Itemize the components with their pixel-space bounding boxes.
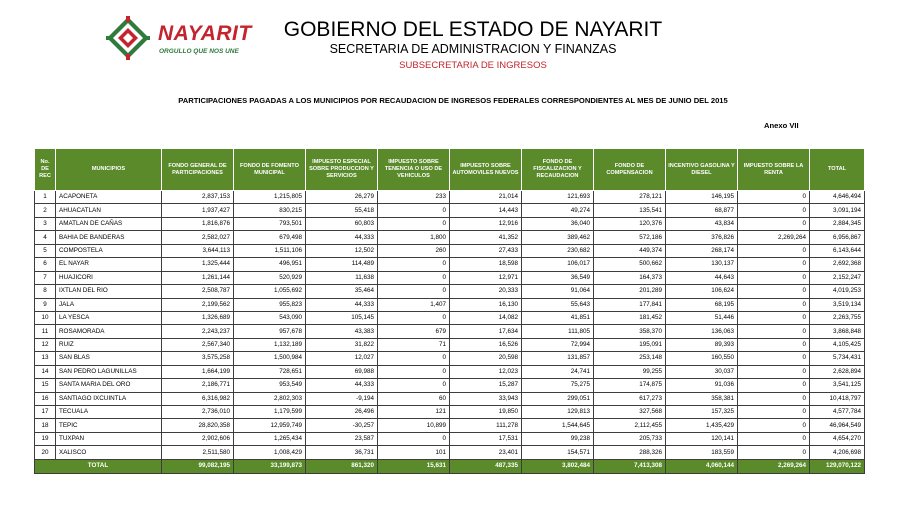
amount-cell: 2,628,894 <box>810 365 865 378</box>
table-row <box>35 231 865 244</box>
row-number: 18 <box>35 419 56 432</box>
amount-cell: 105,145 <box>306 311 378 324</box>
subsecretariat-heading: SUBSECRETARIA DE INGRESOS <box>399 60 547 71</box>
amount-cell: 830,215 <box>234 204 306 217</box>
row-number: 20 <box>35 446 56 459</box>
amount-cell: 2,263,755 <box>810 311 865 324</box>
amount-cell: 43,383 <box>306 325 378 338</box>
amount-cell: 2,199,562 <box>162 298 234 311</box>
amount-cell: 46,964,549 <box>810 419 865 432</box>
amount-cell: 27,433 <box>450 244 522 257</box>
total-cell: 487,335 <box>450 459 522 473</box>
row-number: 14 <box>35 365 56 378</box>
table-row <box>35 271 865 284</box>
amount-cell: 1,937,427 <box>162 204 234 217</box>
row-number: 3 <box>35 217 56 230</box>
government-heading: GOBIERNO DEL ESTADO DE NAYARIT <box>283 18 663 41</box>
municipio-name: COMPOSTELA <box>56 244 162 257</box>
municipio-name: ACAPONETA <box>56 191 162 204</box>
col-header-isr: IMPUESTO SOBRE LA RENTA <box>738 149 810 191</box>
amount-cell: 60 <box>378 392 450 405</box>
amount-cell: 1,664,199 <box>162 365 234 378</box>
amount-cell: 2,692,368 <box>810 258 865 271</box>
amount-cell: 41,352 <box>450 231 522 244</box>
amount-cell: 75,275 <box>522 379 594 392</box>
col-header-municipios: MUNICIPIOS <box>56 149 162 191</box>
amount-cell: 0 <box>738 298 810 311</box>
amount-cell: 44,333 <box>306 231 378 244</box>
amount-cell: 12,959,749 <box>234 419 306 432</box>
amount-cell: 278,121 <box>594 191 666 204</box>
col-header-compensacion: FONDO DE COMPENSACION <box>594 149 666 191</box>
total-cell: 3,802,484 <box>522 459 594 473</box>
amount-cell: 4,654,270 <box>810 432 865 445</box>
amount-cell: 131,857 <box>522 352 594 365</box>
amount-cell: 1,544,645 <box>522 419 594 432</box>
amount-cell: 2,884,345 <box>810 217 865 230</box>
amount-cell: 2,269,264 <box>738 231 810 244</box>
amount-cell: 157,325 <box>666 406 738 419</box>
amount-cell: 957,678 <box>234 325 306 338</box>
annex-label: Anexo VII <box>764 121 799 130</box>
municipio-name: RUIZ <box>56 338 162 351</box>
amount-cell: -9,194 <box>306 392 378 405</box>
amount-cell: 12,971 <box>450 271 522 284</box>
col-header-total: TOTAL <box>810 149 865 191</box>
municipio-name: XALISCO <box>56 446 162 459</box>
table-header-row <box>35 149 865 191</box>
amount-cell: 3,644,113 <box>162 244 234 257</box>
table-row <box>35 244 865 257</box>
col-header-automoviles-nuevos: IMPUESTO SOBRE AUTOMOVILES NUEVOS <box>450 149 522 191</box>
row-number: 8 <box>35 285 56 298</box>
amount-cell: 68,195 <box>666 298 738 311</box>
amount-cell: 449,374 <box>594 244 666 257</box>
amount-cell: 41,851 <box>522 311 594 324</box>
row-number: 15 <box>35 379 56 392</box>
amount-cell: 11,638 <box>306 271 378 284</box>
total-cell: 99,082,195 <box>162 459 234 473</box>
amount-cell: 55,418 <box>306 204 378 217</box>
col-header-fiscalizacion: FONDO DE FISCALIZACION Y RECAUDACION <box>522 149 594 191</box>
table-row <box>35 419 865 432</box>
amount-cell: 0 <box>738 244 810 257</box>
amount-cell: 2,837,153 <box>162 191 234 204</box>
amount-cell: 0 <box>738 271 810 284</box>
amount-cell: 106,624 <box>666 285 738 298</box>
amount-cell: 36,040 <box>522 217 594 230</box>
document-title: PARTICIPACIONES PAGADAS A LOS MUNICIPIOS POR RECAUDACION DE INGRESOS FEDERALES CORRESPONDIENTES AL MES DE JUNIO DEL 2015 <box>178 96 728 105</box>
amount-cell: 201,289 <box>594 285 666 298</box>
amount-cell: 181,452 <box>594 311 666 324</box>
amount-cell: 121,693 <box>522 191 594 204</box>
total-cell: 33,199,873 <box>234 459 306 473</box>
amount-cell: 500,662 <box>594 258 666 271</box>
row-number: 9 <box>35 298 56 311</box>
amount-cell: 12,027 <box>306 352 378 365</box>
amount-cell: 2,902,606 <box>162 432 234 445</box>
amount-cell: 17,531 <box>450 432 522 445</box>
amount-cell: 20,333 <box>450 285 522 298</box>
amount-cell: 10,899 <box>378 419 450 432</box>
amount-cell: 0 <box>738 432 810 445</box>
amount-cell: 23,401 <box>450 446 522 459</box>
municipio-name: SANTIAGO IXCUINTLA <box>56 392 162 405</box>
municipio-name: TECUALA <box>56 406 162 419</box>
amount-cell: 12,023 <box>450 365 522 378</box>
amount-cell: 0 <box>738 191 810 204</box>
amount-cell: 679 <box>378 325 450 338</box>
amount-cell: 1,511,106 <box>234 244 306 257</box>
total-cell: 861,320 <box>306 459 378 473</box>
logo-tagline: ORGULLO QUE NOS UNE <box>159 48 239 55</box>
amount-cell: 120,376 <box>594 217 666 230</box>
row-number: 5 <box>35 244 56 257</box>
amount-cell: 0 <box>738 446 810 459</box>
amount-cell: 268,174 <box>666 244 738 257</box>
amount-cell: 0 <box>378 258 450 271</box>
amount-cell: 135,541 <box>594 204 666 217</box>
amount-cell: 3,541,125 <box>810 379 865 392</box>
amount-cell: 55,643 <box>522 298 594 311</box>
amount-cell: 0 <box>738 365 810 378</box>
municipio-name: BAHIA DE BANDERAS <box>56 231 162 244</box>
amount-cell: 44,643 <box>666 271 738 284</box>
logo-name: NAYARIT <box>158 22 252 45</box>
amount-cell: 12,502 <box>306 244 378 257</box>
table-row <box>35 392 865 405</box>
amount-cell: 358,381 <box>666 392 738 405</box>
municipio-name: EL NAYAR <box>56 258 162 271</box>
col-header-fomento-municipal: FONDO DE FOMENTO MUNICIPAL <box>234 149 306 191</box>
amount-cell: 49,274 <box>522 204 594 217</box>
amount-cell: 28,820,358 <box>162 419 234 432</box>
amount-cell: 617,273 <box>594 392 666 405</box>
amount-cell: 1,179,599 <box>234 406 306 419</box>
amount-cell: 3,868,848 <box>810 325 865 338</box>
amount-cell: 44,333 <box>306 298 378 311</box>
table-row <box>35 352 865 365</box>
total-label: TOTAL <box>35 459 162 473</box>
table-row <box>35 406 865 419</box>
amount-cell: 89,393 <box>666 338 738 351</box>
secretariat-heading: SECRETARIA DE ADMINISTRACION Y FINANZAS <box>329 42 617 56</box>
amount-cell: 1,435,429 <box>666 419 738 432</box>
col-header-ieps: IMPUESTO ESPECIAL SOBRE PRODUCCION Y SERVICIOS <box>306 149 378 191</box>
amount-cell: 299,051 <box>522 392 594 405</box>
amount-cell: 0 <box>738 338 810 351</box>
table-row <box>35 365 865 378</box>
row-number: 4 <box>35 231 56 244</box>
amount-cell: 0 <box>738 419 810 432</box>
row-number: 10 <box>35 311 56 324</box>
table-row <box>35 298 865 311</box>
amount-cell: 6,143,644 <box>810 244 865 257</box>
row-number: 2 <box>35 204 56 217</box>
row-number: 19 <box>35 432 56 445</box>
amount-cell: 35,464 <box>306 285 378 298</box>
amount-cell: 0 <box>738 379 810 392</box>
amount-cell: 15,287 <box>450 379 522 392</box>
col-header-no: No. DE REC <box>35 149 56 191</box>
municipio-name: AMATLAN DE CAÑAS <box>56 217 162 230</box>
amount-cell: 43,834 <box>666 217 738 230</box>
participations-table <box>34 148 865 474</box>
amount-cell: 26,496 <box>306 406 378 419</box>
amount-cell: 1,816,876 <box>162 217 234 230</box>
amount-cell: 91,036 <box>666 379 738 392</box>
amount-cell: 114,489 <box>306 258 378 271</box>
amount-cell: 253,148 <box>594 352 666 365</box>
table-row <box>35 311 865 324</box>
table-row <box>35 446 865 459</box>
municipio-name: TEPIC <box>56 419 162 432</box>
amount-cell: 4,577,784 <box>810 406 865 419</box>
amount-cell: 1,325,444 <box>162 258 234 271</box>
municipio-name: AHUACATLAN <box>56 204 162 217</box>
amount-cell: 16,130 <box>450 298 522 311</box>
amount-cell: 160,550 <box>666 352 738 365</box>
amount-cell: 18,598 <box>450 258 522 271</box>
amount-cell: 376,826 <box>666 231 738 244</box>
amount-cell: 2,186,771 <box>162 379 234 392</box>
table-row <box>35 285 865 298</box>
amount-cell: 0 <box>738 204 810 217</box>
total-row <box>35 459 865 473</box>
col-header-gasolina-diesel: INCENTIVO GASOLINA Y DIESEL <box>666 149 738 191</box>
amount-cell: 0 <box>378 352 450 365</box>
amount-cell: 2,802,303 <box>234 392 306 405</box>
amount-cell: 2,112,455 <box>594 419 666 432</box>
amount-cell: 0 <box>738 325 810 338</box>
table-row <box>35 258 865 271</box>
amount-cell: 0 <box>378 204 450 217</box>
amount-cell: 230,682 <box>522 244 594 257</box>
amount-cell: 177,841 <box>594 298 666 311</box>
amount-cell: 4,646,494 <box>810 191 865 204</box>
amount-cell: 31,822 <box>306 338 378 351</box>
amount-cell: 0 <box>378 379 450 392</box>
amount-cell: 0 <box>738 406 810 419</box>
amount-cell: 30,037 <box>666 365 738 378</box>
amount-cell: 17,634 <box>450 325 522 338</box>
amount-cell: 0 <box>738 217 810 230</box>
amount-cell: 572,186 <box>594 231 666 244</box>
amount-cell: 2,243,237 <box>162 325 234 338</box>
amount-cell: 51,446 <box>666 311 738 324</box>
amount-cell: 496,951 <box>234 258 306 271</box>
amount-cell: 121 <box>378 406 450 419</box>
amount-cell: 111,278 <box>450 419 522 432</box>
row-number: 17 <box>35 406 56 419</box>
amount-cell: 205,733 <box>594 432 666 445</box>
amount-cell: 14,082 <box>450 311 522 324</box>
amount-cell: 44,333 <box>306 379 378 392</box>
amount-cell: 955,823 <box>234 298 306 311</box>
amount-cell: 0 <box>738 352 810 365</box>
amount-cell: 288,326 <box>594 446 666 459</box>
amount-cell: 106,017 <box>522 258 594 271</box>
amount-cell: 183,559 <box>666 446 738 459</box>
amount-cell: 953,549 <box>234 379 306 392</box>
total-cell: 15,631 <box>378 459 450 473</box>
amount-cell: 33,943 <box>450 392 522 405</box>
amount-cell: 19,850 <box>450 406 522 419</box>
amount-cell: 36,731 <box>306 446 378 459</box>
amount-cell: 120,141 <box>666 432 738 445</box>
municipio-name: LA YESCA <box>56 311 162 324</box>
row-number: 12 <box>35 338 56 351</box>
amount-cell: 4,105,425 <box>810 338 865 351</box>
amount-cell: 0 <box>738 285 810 298</box>
table-row <box>35 325 865 338</box>
table-row <box>35 217 865 230</box>
row-number: 11 <box>35 325 56 338</box>
amount-cell: 99,238 <box>522 432 594 445</box>
amount-cell: 1,326,689 <box>162 311 234 324</box>
municipio-name: TUXPAN <box>56 432 162 445</box>
row-number: 1 <box>35 191 56 204</box>
amount-cell: 233 <box>378 191 450 204</box>
amount-cell: 1,500,984 <box>234 352 306 365</box>
amount-cell: 358,370 <box>594 325 666 338</box>
amount-cell: 14,443 <box>450 204 522 217</box>
amount-cell: 3,519,134 <box>810 298 865 311</box>
amount-cell: 793,501 <box>234 217 306 230</box>
amount-cell: 728,651 <box>234 365 306 378</box>
amount-cell: 2,152,247 <box>810 271 865 284</box>
municipio-name: SANTA MARIA DEL ORO <box>56 379 162 392</box>
amount-cell: 101 <box>378 446 450 459</box>
amount-cell: 1,407 <box>378 298 450 311</box>
amount-cell: 10,418,797 <box>810 392 865 405</box>
amount-cell: 69,988 <box>306 365 378 378</box>
amount-cell: 1,261,144 <box>162 271 234 284</box>
amount-cell: 21,014 <box>450 191 522 204</box>
table-row <box>35 432 865 445</box>
amount-cell: 72,994 <box>522 338 594 351</box>
amount-cell: 0 <box>378 365 450 378</box>
amount-cell: 4,019,253 <box>810 285 865 298</box>
amount-cell: 20,598 <box>450 352 522 365</box>
col-header-fondo-general: FONDO GENERAL DE PARTICIPACIONES <box>162 149 234 191</box>
amount-cell: 164,373 <box>594 271 666 284</box>
amount-cell: 2,567,340 <box>162 338 234 351</box>
row-number: 16 <box>35 392 56 405</box>
amount-cell: 543,090 <box>234 311 306 324</box>
row-number: 6 <box>35 258 56 271</box>
amount-cell: 0 <box>738 258 810 271</box>
amount-cell: 0 <box>738 311 810 324</box>
total-cell: 7,413,308 <box>594 459 666 473</box>
amount-cell: 389,462 <box>522 231 594 244</box>
amount-cell: 3,091,194 <box>810 204 865 217</box>
amount-cell: 5,734,431 <box>810 352 865 365</box>
table-row <box>35 191 865 204</box>
table-row <box>35 379 865 392</box>
amount-cell: 154,571 <box>522 446 594 459</box>
amount-cell: 111,805 <box>522 325 594 338</box>
amount-cell: 4,206,698 <box>810 446 865 459</box>
amount-cell: 2,508,787 <box>162 285 234 298</box>
amount-cell: 174,875 <box>594 379 666 392</box>
amount-cell: 12,916 <box>450 217 522 230</box>
amount-cell: 68,877 <box>666 204 738 217</box>
row-number: 7 <box>35 271 56 284</box>
amount-cell: 0 <box>738 392 810 405</box>
municipio-name: ROSAMORADA <box>56 325 162 338</box>
amount-cell: 0 <box>378 271 450 284</box>
amount-cell: 36,549 <box>522 271 594 284</box>
amount-cell: 2,511,580 <box>162 446 234 459</box>
amount-cell: 1,800 <box>378 231 450 244</box>
amount-cell: 6,956,867 <box>810 231 865 244</box>
amount-cell: 2,582,027 <box>162 231 234 244</box>
amount-cell: 0 <box>378 432 450 445</box>
amount-cell: 130,137 <box>666 258 738 271</box>
amount-cell: 26,279 <box>306 191 378 204</box>
total-cell: 4,060,144 <box>666 459 738 473</box>
municipio-name: IXTLAN DEL RIO <box>56 285 162 298</box>
amount-cell: 1,008,429 <box>234 446 306 459</box>
amount-cell: 6,316,982 <box>162 392 234 405</box>
amount-cell: 1,215,805 <box>234 191 306 204</box>
amount-cell: 71 <box>378 338 450 351</box>
row-number: 13 <box>35 352 56 365</box>
total-cell: 2,269,264 <box>738 459 810 473</box>
amount-cell: 16,526 <box>450 338 522 351</box>
municipio-name: JALA <box>56 298 162 311</box>
amount-cell: 679,498 <box>234 231 306 244</box>
amount-cell: 2,736,010 <box>162 406 234 419</box>
amount-cell: 99,255 <box>594 365 666 378</box>
amount-cell: 260 <box>378 244 450 257</box>
amount-cell: 520,929 <box>234 271 306 284</box>
amount-cell: 195,091 <box>594 338 666 351</box>
table-row <box>35 338 865 351</box>
amount-cell: 327,568 <box>594 406 666 419</box>
amount-cell: 60,803 <box>306 217 378 230</box>
municipio-name: HUAJICORI <box>56 271 162 284</box>
amount-cell: 24,741 <box>522 365 594 378</box>
amount-cell: 129,813 <box>522 406 594 419</box>
municipio-name: SAN PEDRO LAGUNILLAS <box>56 365 162 378</box>
col-header-tenencia: IMPUESTO SOBRE TENENCIA O USO DE VEHICULOS <box>378 149 450 191</box>
amount-cell: 91,064 <box>522 285 594 298</box>
amount-cell: 0 <box>378 217 450 230</box>
total-cell: 129,070,122 <box>810 459 865 473</box>
municipio-name: SAN BLAS <box>56 352 162 365</box>
amount-cell: 1,132,189 <box>234 338 306 351</box>
amount-cell: -30,257 <box>306 419 378 432</box>
amount-cell: 0 <box>378 285 450 298</box>
amount-cell: 1,055,692 <box>234 285 306 298</box>
amount-cell: 0 <box>378 311 450 324</box>
amount-cell: 136,063 <box>666 325 738 338</box>
table-row <box>35 204 865 217</box>
amount-cell: 23,587 <box>306 432 378 445</box>
amount-cell: 3,575,258 <box>162 352 234 365</box>
amount-cell: 1,265,434 <box>234 432 306 445</box>
amount-cell: 146,195 <box>666 191 738 204</box>
